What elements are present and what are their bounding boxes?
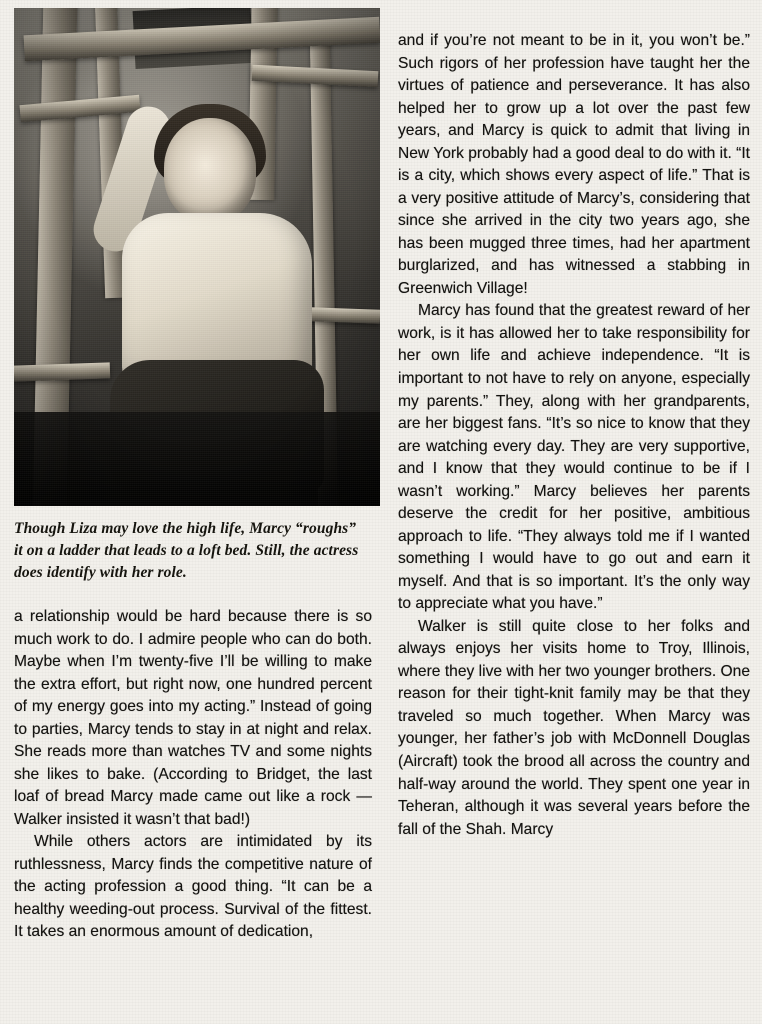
left-column-text [14,606,372,944]
photo-image [14,8,380,506]
paragraph: While others actors are intimidated by its ruthlessness, Marcy finds the competitive nature of the acting profession a good thing. “It can be a healthy weeding-out process. Survival of the fittest. It takes an enormous amount of dedication, [14,833,372,941]
left-column [14,8,380,1016]
loft-beam-left [19,95,140,122]
photo-caption: Though Liza may love the high life, Marcy “roughs” it on a ladder that leads to a loft bed. Still, the actress does identify with her role. [14,520,359,581]
paragraph: a relationship would be hard because there is so much work to do. I admire people who can do both. Maybe when I’m twenty-five I’ll be willing to make the extra effort, but right now, one hundred percent of my energy goes into my acting.” Instead of going to parties, Marcy tends to stay in at night and relax. She reads more than watches TV and some nights she likes to bake. (According to Bridget, the last loaf of bread Marcy made came out like a rock — Walker insisted it wasn’t that bad!) [14,608,372,828]
article-photo [14,8,380,506]
photo-shadow-bottom [14,412,380,506]
paragraph: and if you’re not meant to be in it, you won’t be.” Such rigors of her profession have taught her the virtues of patience and perseverance. It has also helped her to grow up a lot over the past few years, and Marcy is quick to admit that living in New York probably had a good deal to do with it. “It is a city, which shows every aspect of life.” That is a very positive attitude of Marcy’s, considering that since she arrived in the city two years ago, she has been mugged three times, had her apartment burglarized, and has witnessed a stabbing in Greenwich Village! [398,32,750,297]
ladder-rung-lower-left [14,362,110,381]
figure-face [164,118,256,222]
right-column-text [398,30,750,841]
right-column [398,30,750,1016]
paragraph: Walker is still quite close to her folks and always enjoys her visits home to Troy, Illinois, where they live with her two younger brothers. One reason for their tight-knit family may be that they traveled so much together. When Marcy was younger, her father’s job with McDonnell Douglas (Aircraft) took the brood all across the country and half-way around the world. They spent one year in Teheran, although it was several years before the fall of the Shah. Marcy [398,617,750,838]
paragraph: Marcy has found that the greatest reward of her work, is it has allowed her to take responsibility for her own life and achieve independence. “It is important to not have to rely on anyone, especially my parents.” They, along with her grandparents, are her biggest fans. “It’s so nice to know that they are watching every day. They are very supportive, and I know that they would continue to be if I wasn’t working.” Marcy believes her parents deserve the credit for her positive, ambitious approach to life. “They always told me if I wanted something I would have to go out and earn it myself. And that is so important. It’s the only way to appreciate what you have.” [398,302,750,613]
